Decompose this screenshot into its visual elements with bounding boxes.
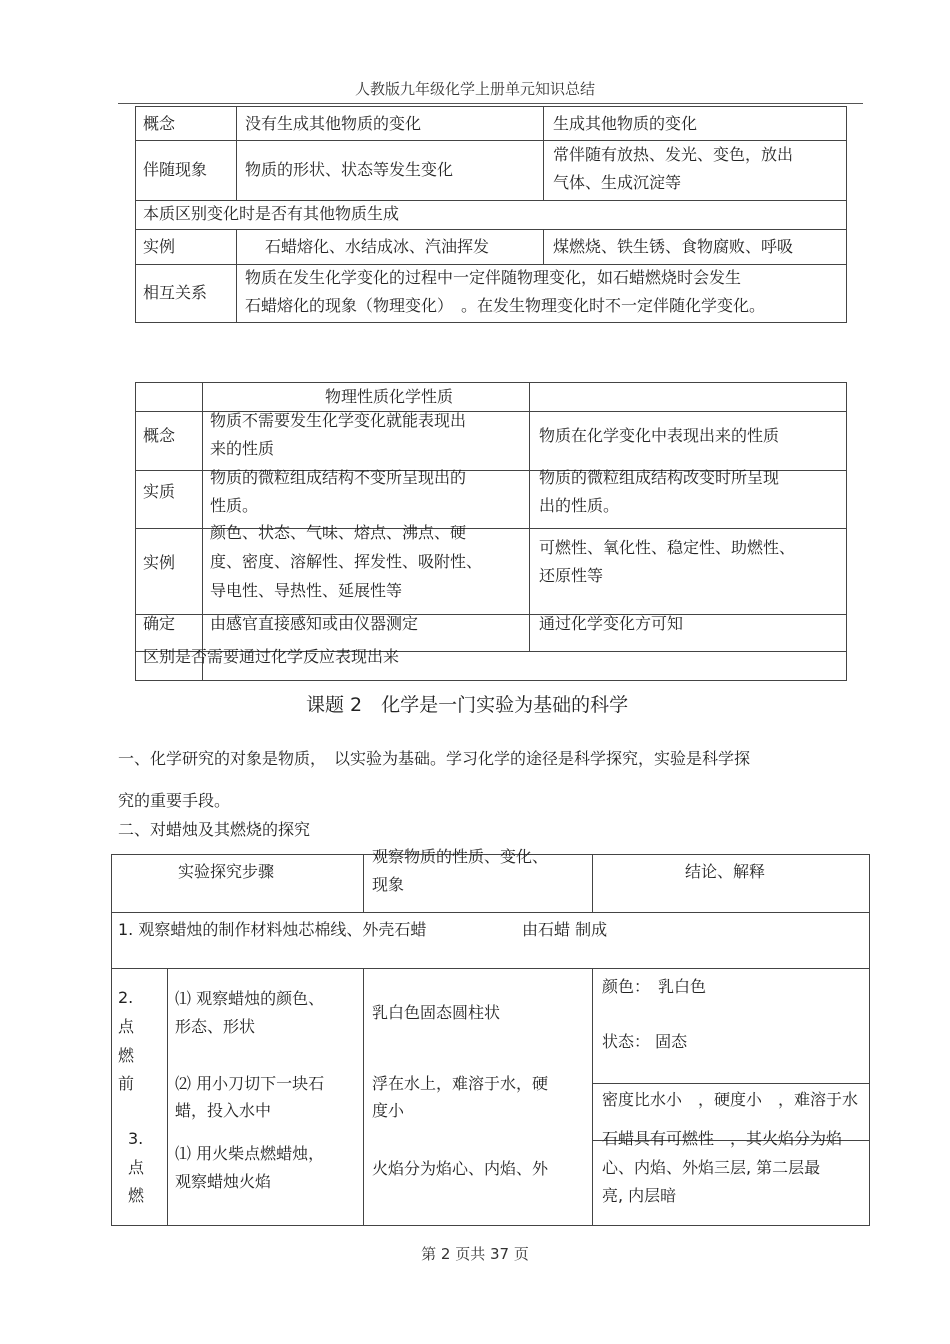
row3-label-2: 点 [128, 1158, 145, 1177]
row2-label-4: 前 [118, 1074, 135, 1093]
example-physical-line2: 度、密度、溶解性、挥发性、吸附性、 [210, 552, 483, 571]
table2-vline [202, 382, 203, 681]
col-header-steps: 实验探究步骤 [178, 862, 275, 881]
row2a-conclusion-color: 颜色： 乳白色 [602, 977, 707, 996]
row3-conclusion-line3: 亮, 内层暗 [602, 1186, 677, 1205]
page-footer: 第 2 页共 37 页 [421, 1245, 529, 1263]
phenomena-chemical-line1: 常伴随有放热、发光、变色，放出 [553, 145, 794, 164]
concept-chemical: 物质在化学变化中表现出来的性质 [539, 426, 780, 445]
determine-physical: 由感官直接感知或由仪器测定 [210, 614, 419, 633]
paragraph-1-line2: 究的重要手段。 [118, 791, 231, 810]
row3-step-line2: 观察蜡烛火焰 [175, 1172, 272, 1191]
row-label-relation: 相互关系 [143, 283, 208, 302]
table3-vline [592, 854, 593, 912]
row1-step: 1. 观察蜡烛的制作材料烛芯棉线、外壳石蜡 [118, 920, 427, 939]
col-header-observe-line2: 现象 [372, 875, 405, 894]
row2-label-1: 2. [118, 988, 134, 1007]
difference-row: 区别是否需要通过化学反应表现出来 [143, 647, 400, 666]
row3-observe: 火焰分为焰心、内焰、外 [372, 1159, 549, 1178]
row2b-step-line1: ⑵ 用小刀切下一块石 [175, 1074, 325, 1093]
phenomena-physical: 物质的形状、状态等发生变化 [245, 160, 454, 179]
row3-label-1: 3. [128, 1129, 144, 1148]
section-title: 课题 2 化学是一门实验为基础的科学 [306, 694, 629, 716]
row3-conclusion-line2: 心、内焰、外焰三层, 第二层最 [602, 1158, 821, 1177]
row3-label-3: 燃 [128, 1186, 145, 1205]
table3-vline [363, 968, 364, 1226]
essence-row: 本质区别变化时是否有其他物质生成 [143, 204, 400, 223]
concept-physical-line2: 来的性质 [210, 439, 275, 458]
example-chemical-line1: 可燃性、氧化性、稳定性、助燃性、 [539, 538, 796, 557]
row2a-conclusion-state: 状态： 固态 [602, 1032, 688, 1051]
example-chemical: 煤燃烧、铁生锈、食物腐败、呼吸 [553, 237, 794, 256]
essence-chemical-line1: 物质的微粒组成结构改变时所呈现 [539, 468, 780, 487]
row-label-concept: 概念 [143, 426, 176, 445]
page-header: 人教版九年级化学上册单元知识总结 [354, 80, 595, 98]
row-label-determine: 确定 [143, 614, 176, 633]
table3-vline [167, 968, 168, 1226]
table3-hline [111, 912, 870, 913]
table3-hline [111, 968, 870, 969]
example-chemical-line2: 还原性等 [539, 566, 604, 585]
col-header-observe-line1: 观察物质的性质、变化、 [372, 847, 549, 866]
table3-hline [593, 1083, 870, 1084]
row3-step-line1: ⑴ 用火柴点燃蜡烛， [175, 1144, 325, 1163]
table2-vline [529, 382, 530, 651]
phenomena-chemical-line2: 气体、生成沉淀等 [553, 173, 682, 192]
header-rule [118, 103, 863, 104]
essence-chemical-line2: 出的性质。 [539, 496, 620, 515]
determine-chemical: 通过化学变化方可知 [539, 614, 684, 633]
row2b-observe-line1: 浮在水上，难溶于水，硬 [372, 1074, 549, 1093]
row2a-step-line2: 形态、形状 [175, 1017, 256, 1036]
row2b-observe-line2: 度小 [372, 1101, 405, 1120]
row2b-step-line2: 蜡，投入水中 [175, 1101, 272, 1120]
example-physical-line1: 颜色、状态、气味、熔点、沸点、硬 [210, 523, 467, 542]
concept-physical-line1: 物质不需要发生化学变化就能表现出 [210, 411, 467, 430]
col-header-conclusion: 结论、解释 [685, 862, 766, 881]
table3-vline [592, 968, 593, 1226]
essence-physical-line1: 物质的微粒组成结构不变所呈现出的 [210, 468, 467, 487]
row-label-essence: 实质 [143, 482, 176, 501]
row-label-example: 实例 [143, 237, 176, 256]
table1-vline [236, 106, 237, 200]
table2-header: 物理性质化学性质 [325, 387, 454, 406]
paragraph-2: 二、对蜡烛及其燃烧的探究 [118, 820, 311, 839]
concept-physical: 没有生成其他物质的变化 [245, 114, 422, 133]
relation-line1: 物质在发生化学变化的过程中一定伴随物理变化，如石蜡燃烧时会发生 [245, 268, 742, 287]
row3-conclusion-line1: 石蜡具有可燃性 ，其火焰分为焰 [602, 1129, 843, 1148]
table1-hline [135, 229, 847, 230]
row-label-phenomena: 伴随现象 [143, 160, 208, 179]
row2a-step-line1: ⑴ 观察蜡烛的颜色、 [175, 989, 325, 1008]
concept-chemical: 生成其他物质的变化 [553, 114, 698, 133]
row-label-concept: 概念 [143, 114, 176, 133]
table1-vline [543, 229, 544, 264]
row2a-observe: 乳白色固态圆柱状 [372, 1003, 501, 1022]
row2-label-2: 点 [118, 1017, 135, 1036]
relation-line2: 石蜡熔化的现象（物理变化） 。在发生物理变化时不一定伴随化学变化。 [245, 296, 766, 315]
table1-vline [236, 229, 237, 323]
paragraph-1-line1: 一、化学研究的对象是物质， 以实验为基础。学习化学的途径是科学探究，实验是科学探 [118, 749, 751, 768]
row-label-example: 实例 [143, 553, 176, 572]
row2-label-3: 燃 [118, 1046, 135, 1065]
essence-physical-line2: 性质。 [210, 496, 259, 515]
row1-conclusion: 由石蜡 制成 [522, 920, 608, 939]
example-physical: 石蜡熔化、水结成冰、汽油挥发 [265, 237, 490, 256]
example-physical-line3: 导电性、导热性、延展性等 [210, 581, 403, 600]
table1-vline [543, 106, 544, 200]
row2b-conclusion: 密度比水小 ，硬度小 ，难溶于水 [602, 1090, 859, 1109]
table3-vline [363, 854, 364, 912]
